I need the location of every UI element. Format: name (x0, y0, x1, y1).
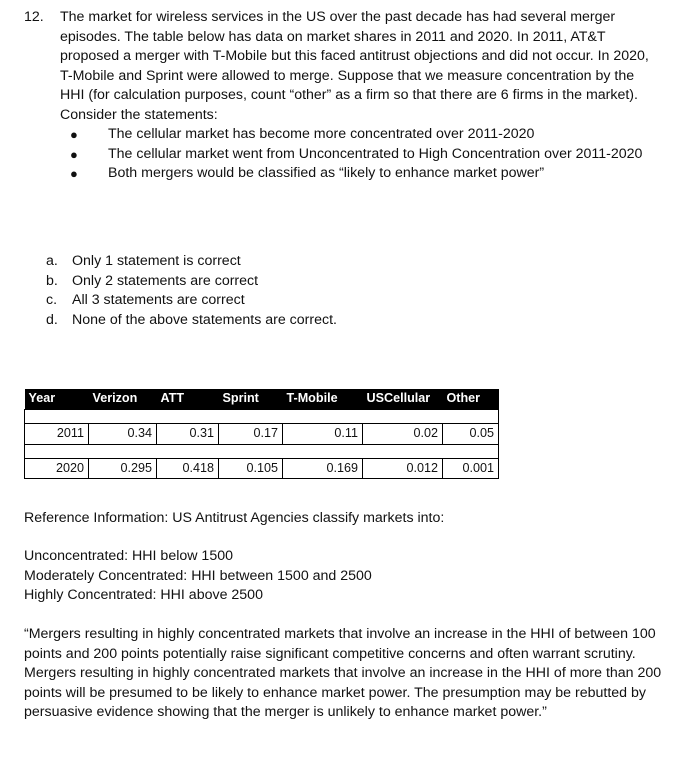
table-header-row (25, 389, 499, 410)
cell-tmobile: 0.11 (283, 424, 363, 445)
answer-choice-a[interactable] (46, 252, 337, 272)
statement-item (60, 145, 660, 165)
cell-sprint: 0.17 (219, 424, 283, 445)
reference-intro: Reference Information: US Antitrust Agencies classify markets into: (24, 510, 445, 526)
choice-text: Only 1 statement is correct (72, 253, 241, 269)
cell-other: 0.001 (443, 458, 499, 479)
cell-verizon: 0.34 (89, 424, 157, 445)
cell-other: 0.05 (443, 424, 499, 445)
question-text: The market for wireless services in the US over the past decade has had several merger episodes. The table below has data on market shares in 2011 and 2020. In 2011, AT&T proposed a merger with T-Mobile but this faced antitrust objections and did not occur. In 2020, T-Mobile and Sprint were allowed to merge. Suppose that we measure concentration by the HHI (for calculation purposes, count “other” as a firm so that there are 6 firms in the market). Consider the statements: (60, 9, 649, 123)
cell-tmobile: 0.169 (283, 458, 363, 479)
header-att: ATT (157, 389, 219, 410)
classification-list (24, 547, 372, 606)
guidelines-quote: “Mergers resulting in highly concentrated markets that involve an increase in the HHI of between 100 points and 200 points potentially raise significant competitive concerns and often warrant scrutiny. Mergers resulting in highly concentrated markets that involve an increase in the HHI of more than 200 points will be presumed to be likely to enhance market power. The presumption may be rebutted by persuasive evidence showing that the merger is unlikely to enhance market power.” (24, 626, 662, 721)
table-row (25, 424, 499, 445)
bullet-icon: ● (70, 146, 78, 162)
statement-item (60, 164, 660, 184)
choice-letter: d. (46, 311, 58, 328)
table-row (25, 458, 499, 479)
cell-year: 2011 (25, 424, 89, 445)
statement-text: Both mergers would be classified as “likely to enhance market power” (108, 165, 545, 182)
table-spacer-row (25, 444, 499, 458)
answer-choice-c[interactable] (46, 291, 337, 311)
cell-uscellular: 0.012 (363, 458, 443, 479)
cell-att: 0.31 (157, 424, 219, 445)
choice-text: All 3 statements are correct (72, 292, 245, 309)
header-other: Other (443, 389, 499, 410)
choice-letter: b. (46, 272, 58, 289)
classification-item: Moderately Concentrated: HHI between 1500 and 2500 (24, 567, 372, 584)
statement-list (60, 125, 660, 184)
classification-item: Highly Concentrated: HHI above 2500 (24, 587, 263, 604)
statement-item (60, 125, 660, 145)
bullet-icon: ● (70, 127, 78, 142)
header-sprint: Sprint (219, 389, 283, 410)
choice-text: None of the above statements are correct. (72, 311, 337, 328)
statement-text: The cellular market went from Unconcentrated to High Concentration over 2011-2020 (108, 145, 643, 162)
header-year: Year (25, 389, 89, 410)
choice-letter: c. (46, 292, 58, 309)
header-uscellular: USCellular (363, 389, 443, 410)
bullet-icon: ● (70, 166, 78, 182)
answer-choice-d[interactable] (46, 311, 337, 331)
header-verizon: Verizon (89, 389, 157, 410)
answer-choices (46, 252, 337, 330)
statement-text: The cellular market has become more concentrated over 2011-2020 (108, 126, 535, 142)
question-number: 12. (24, 9, 44, 25)
cell-year: 2020 (25, 458, 89, 479)
cell-att: 0.418 (157, 458, 219, 479)
table-spacer-row (25, 410, 499, 424)
cell-verizon: 0.295 (89, 458, 157, 479)
classification-item: Unconcentrated: HHI below 1500 (24, 548, 233, 564)
choice-text: Only 2 statements are correct (72, 272, 259, 289)
market-share-table (24, 389, 499, 479)
answer-choice-b[interactable] (46, 272, 337, 292)
choice-letter: a. (46, 253, 58, 269)
cell-uscellular: 0.02 (363, 424, 443, 445)
header-tmobile: T-Mobile (283, 389, 363, 410)
cell-sprint: 0.105 (219, 458, 283, 479)
